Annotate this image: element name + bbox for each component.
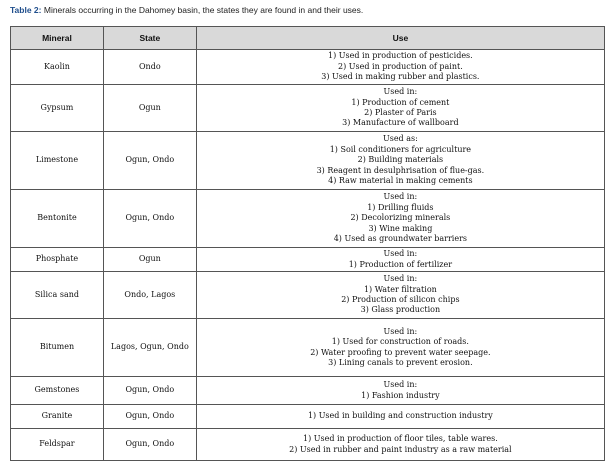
table-row xyxy=(11,132,605,190)
table-row xyxy=(11,429,605,461)
use-line: 1) Used in production of floor tiles, table wares. xyxy=(303,434,498,444)
use-line: 3) Wine making xyxy=(368,223,433,233)
state-cell: Ogun xyxy=(103,248,196,272)
use-line: 1) Water filtration xyxy=(363,284,437,294)
use-cell xyxy=(196,50,604,85)
mineral-cell: Granite xyxy=(11,405,104,429)
state-cell: Ogun xyxy=(103,85,196,132)
header-use: Use xyxy=(196,27,604,50)
use-line: 4) Raw material in making cements xyxy=(328,176,473,186)
use-line: 2) Plaster of Paris xyxy=(364,108,437,117)
use-cell xyxy=(196,248,604,272)
use-line: Used in: xyxy=(383,249,418,259)
use-cell xyxy=(196,85,604,132)
use-line: 1) Soil conditioners for agriculture xyxy=(329,144,472,154)
caption-text: Minerals occurring in the Dahomey basin, the states they are found in and their uses. xyxy=(41,5,364,15)
use-cell xyxy=(196,190,604,248)
use-line: 1) Drilling fluids xyxy=(367,202,434,212)
state-cell: Ondo xyxy=(103,50,196,85)
state-cell: Ogun, Ondo xyxy=(103,429,196,461)
use-line: 3) Lining canals to prevent erosion. xyxy=(328,357,473,367)
mineral-cell: Feldspar xyxy=(11,429,104,461)
use-cell xyxy=(196,272,604,319)
state-cell: Ogun, Ondo xyxy=(103,405,196,429)
use-line: Used in: xyxy=(383,192,418,202)
header-mineral: Mineral xyxy=(11,27,104,50)
mineral-cell: Kaolin xyxy=(11,50,104,85)
use-line: 1) Used in building and construction industry xyxy=(307,411,493,421)
use-line: Used in: xyxy=(383,380,418,390)
state-cell: Lagos, Ogun, Ondo xyxy=(103,319,196,377)
mineral-cell: Bentonite xyxy=(11,190,104,248)
table-row xyxy=(11,405,605,429)
use-line: 1) Fashion industry xyxy=(361,390,440,400)
use-line: Used in: xyxy=(383,326,418,336)
use-line: 2) Building materials xyxy=(357,155,444,165)
mineral-cell: Gemstones xyxy=(11,377,104,405)
use-line: 2) Used in production of paint. xyxy=(338,61,463,71)
table-caption xyxy=(10,5,363,15)
mineral-cell: Bitumen xyxy=(11,319,104,377)
state-cell: Ondo, Lagos xyxy=(103,272,196,319)
state-cell: Ogun, Ondo xyxy=(103,377,196,405)
use-line: Used in: xyxy=(383,274,418,284)
header-state: State xyxy=(103,27,196,50)
table-row xyxy=(11,248,605,272)
mineral-cell: Limestone xyxy=(11,132,104,190)
table-row xyxy=(11,377,605,405)
use-line: 1) Used in production of pesticides. xyxy=(328,51,473,61)
use-cell xyxy=(196,319,604,377)
table-row xyxy=(11,85,605,132)
use-line: 3) Manufacture of wallboard xyxy=(342,118,459,128)
use-line: 1) Production of fertilizer xyxy=(348,259,453,269)
use-cell xyxy=(196,405,604,429)
use-line: 1) Production of cement xyxy=(351,97,450,107)
use-line: 3) Used in making rubber and plastics. xyxy=(321,72,480,82)
use-line: Used in: xyxy=(383,87,418,97)
use-line: 2) Production of silicon chips xyxy=(341,295,460,304)
use-line: 3) Glass production xyxy=(360,305,441,315)
use-line: 4) Used as groundwater barriers xyxy=(333,234,468,244)
table-body xyxy=(11,50,605,461)
header-row xyxy=(11,27,605,50)
use-cell xyxy=(196,429,604,461)
mineral-cell: Gypsum xyxy=(11,85,104,132)
use-line: 2) Used in rubber and paint industry as a raw material xyxy=(289,444,512,454)
use-line: 2) Water proofing to prevent water seepage. xyxy=(310,347,491,357)
caption-label: Table 2: xyxy=(10,5,42,15)
mineral-cell: Phosphate xyxy=(11,248,104,272)
table-row xyxy=(11,319,605,377)
state-cell: Ogun, Ondo xyxy=(103,190,196,248)
use-line: Used as: xyxy=(382,134,418,144)
table-row xyxy=(11,272,605,319)
use-line: 3) Reagent in desulphrisation of flue-gas. xyxy=(316,165,485,175)
minerals-table xyxy=(10,26,605,461)
table-row xyxy=(11,190,605,248)
mineral-cell: Silica sand xyxy=(11,272,104,319)
table-row xyxy=(11,50,605,85)
use-cell xyxy=(196,132,604,190)
use-cell xyxy=(196,377,604,405)
use-line: 1) Used for construction of roads. xyxy=(331,337,469,347)
state-cell: Ogun, Ondo xyxy=(103,132,196,190)
use-line: 2) Decolorizing minerals xyxy=(350,213,451,223)
